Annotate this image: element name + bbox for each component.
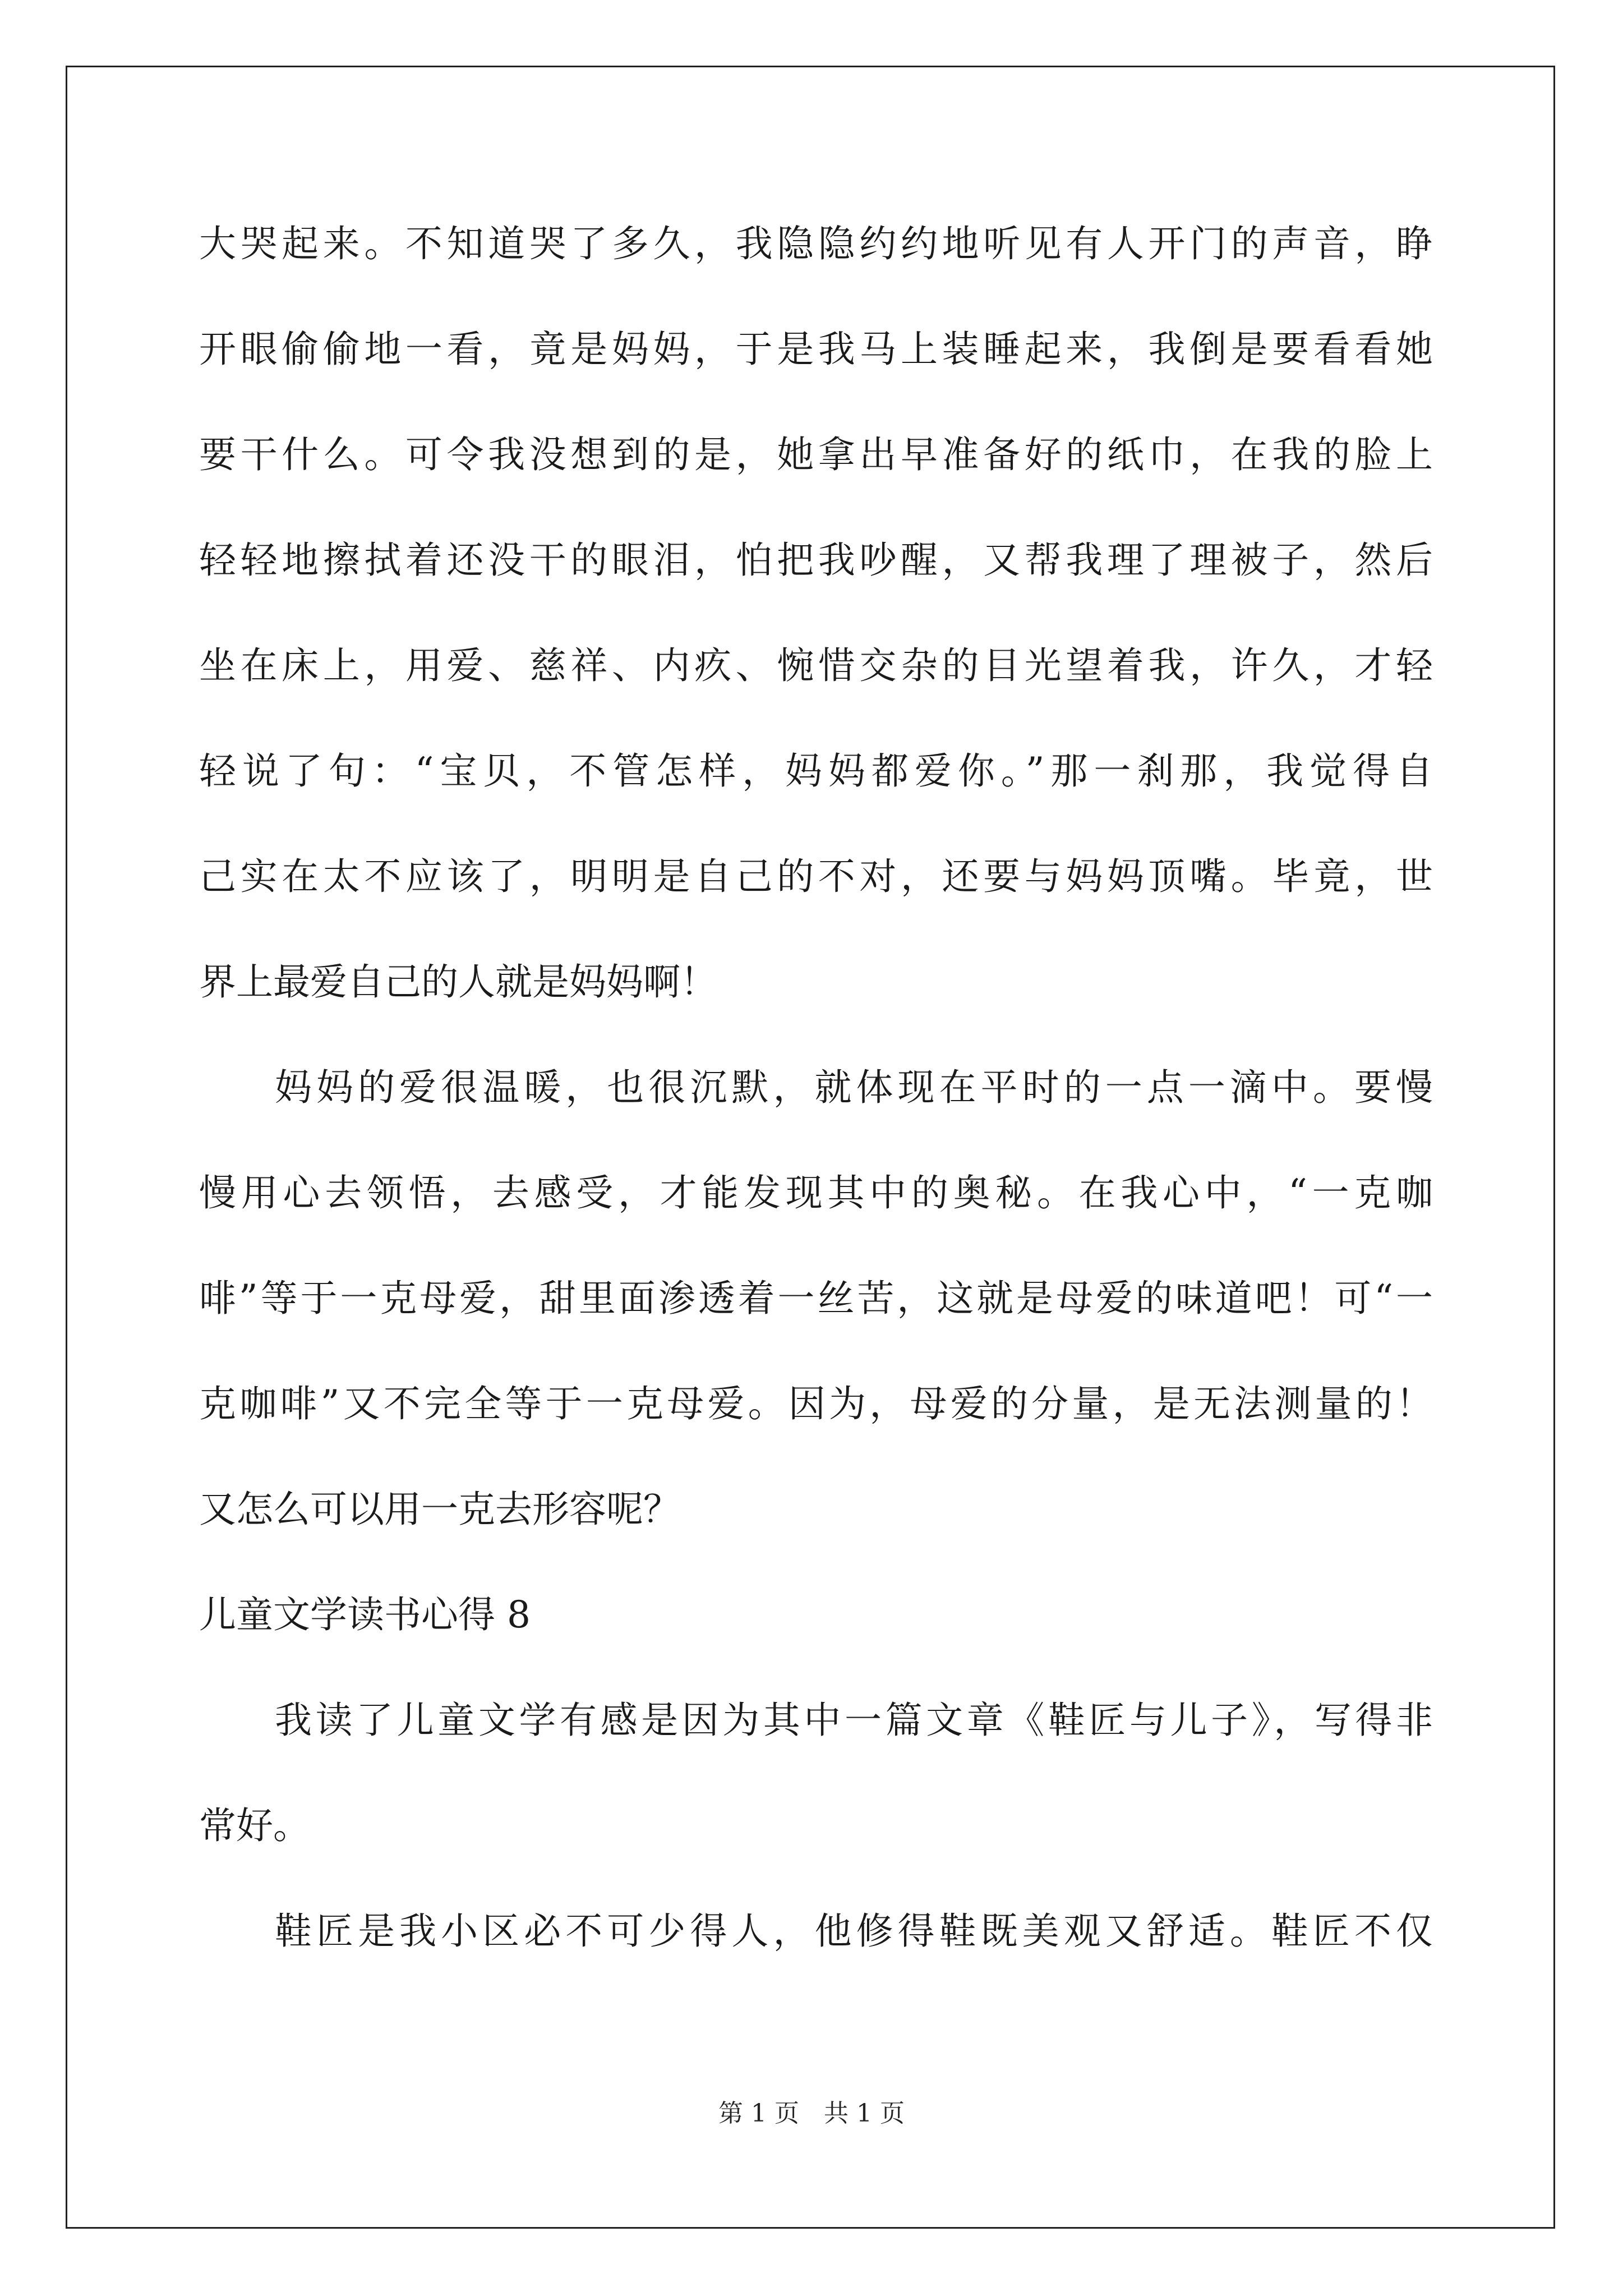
- page-number-footer: 第 1 页 共 1 页: [718, 2099, 905, 2128]
- text-line: 要干什么。可令我没想到的是，她拿出早准备好的纸巾，在我的脸上: [199, 433, 1433, 476]
- text-line: 开眼偷偷地一看，竟是妈妈，于是我马上装睡起来，我倒是要看看她: [199, 328, 1433, 371]
- text-line: 轻说了句：“宝贝，不管怎样，妈妈都爱你。”那一刹那，我觉得自: [199, 749, 1433, 793]
- text-line: 轻轻地擦拭着还没干的眼泪，怕把我吵醒，又帮我理了理被子，然后: [199, 539, 1433, 582]
- text-line: 克咖啡”又不完全等于一克母爱。因为，母爱的分量，是无法测量的！: [199, 1382, 1433, 1425]
- paragraph-first-line: 鞋匠是我小区必不可少得人，他修得鞋既美观又舒适。鞋匠不仅: [275, 1910, 1433, 1953]
- section-heading: 儿童文学读书心得 8: [199, 1593, 531, 1636]
- text-line: 坐在床上，用爱、慈祥、内疚、惋惜交杂的目光望着我，许久，才轻: [199, 644, 1433, 687]
- text-line: 大哭起来。不知道哭了多久，我隐隐约约地听见有人开门的声音，睁: [199, 222, 1433, 265]
- text-line: 啡”等于一克母爱，甜里面渗透着一丝苦，这就是母爱的味道吧！可“一: [199, 1277, 1433, 1320]
- text-line: 又怎么可以用一克去形容呢？: [199, 1488, 680, 1531]
- paragraph-first-line: 我读了儿童文学有感是因为其中一篇文章《鞋匠与儿子》，写得非: [275, 1699, 1433, 1742]
- text-line: 界上最爱自己的人就是妈妈啊！: [199, 960, 717, 1004]
- document-body: [199, 210, 1433, 2003]
- text-line: 常好。: [199, 1804, 310, 1847]
- text-line: 慢用心去领悟，去感受，才能发现其中的奥秘。在我心中，“一克咖: [199, 1171, 1433, 1214]
- paragraph-first-line: 妈妈的爱很温暖，也很沉默，就体现在平时的一点一滴中。要慢: [275, 1066, 1433, 1109]
- text-line: 己实在太不应该了，明明是自己的不对，还要与妈妈顶嘴。毕竟，世: [199, 855, 1433, 898]
